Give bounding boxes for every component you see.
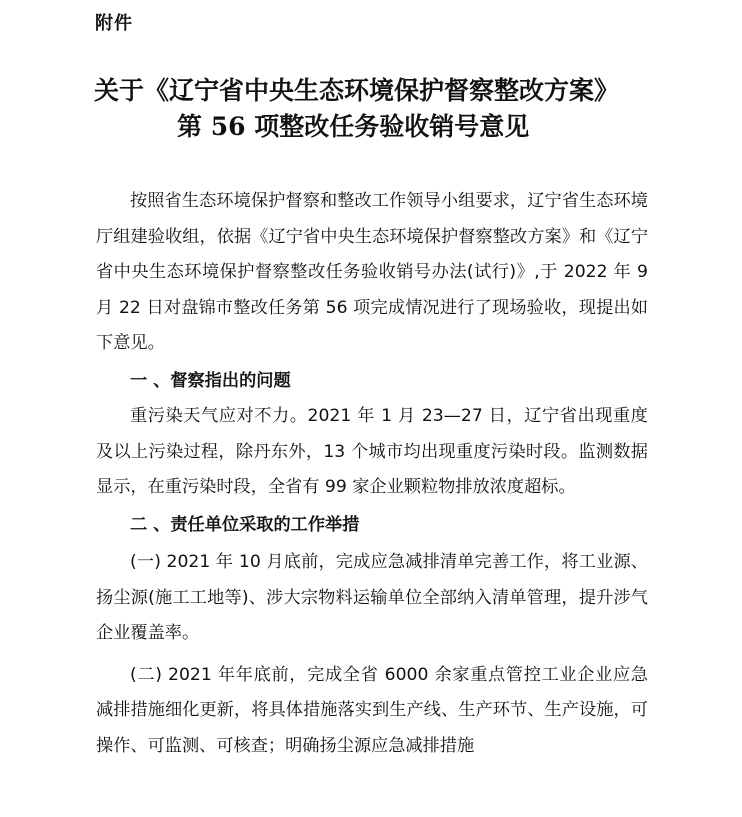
section-heading-measures: 二 、责任单位采取的工作举措: [130, 514, 360, 535]
problem-paragraph: 重污染天气应对不力。2021 年 1 月 23—27 日，辽宁省出现重度及以上污染过程，除丹东外，13 个城市均出现重度污染时段。监测数据显示，在重污染时段，全省有 99 家企业颗粒物排放浓度超标。: [96, 406, 648, 497]
measure-item-2: (二) 2021 年年底前，完成全省 6000 余家重点管控工业企业应急减排措施细化更新，将具体措施落实到生产线、生产环节、生产设施，可操作、可监测、可核查；明确扬尘源应急减排措施: [96, 664, 648, 756]
intro-paragraph: 按照省生态环境保护督察和整改工作领导小组要求，辽宁省生态环境厅组建验收组，依据《辽宁省中央生态环境保护督察整改方案》和《辽宁省中央生态环境保护督察整改任务验收销号办法(试行)》,于 2022 年 9 月 22 日对盘锦市整改任务第 56 项完成情况进行了现场验收，现提出如下意见。: [96, 191, 648, 353]
attachment-label: 附件: [95, 13, 133, 34]
document-title: [94, 73, 704, 145]
title-line-1: 关于《辽宁省中央生态环境保护督察整改方案》: [94, 76, 620, 105]
title-line-2: 第 56 项整改任务验收销号意见: [177, 112, 530, 141]
document-body: [96, 184, 648, 764]
measure-item-1: (一) 2021 年 10 月底前，完成应急减排清单完善工作，将工业源、扬尘源(施工工地等)、涉大宗物料运输单位全部纳入清单管理，提升涉气企业覆盖率。: [96, 552, 648, 643]
section-heading-problem: 一 、督察指出的问题: [130, 370, 291, 391]
